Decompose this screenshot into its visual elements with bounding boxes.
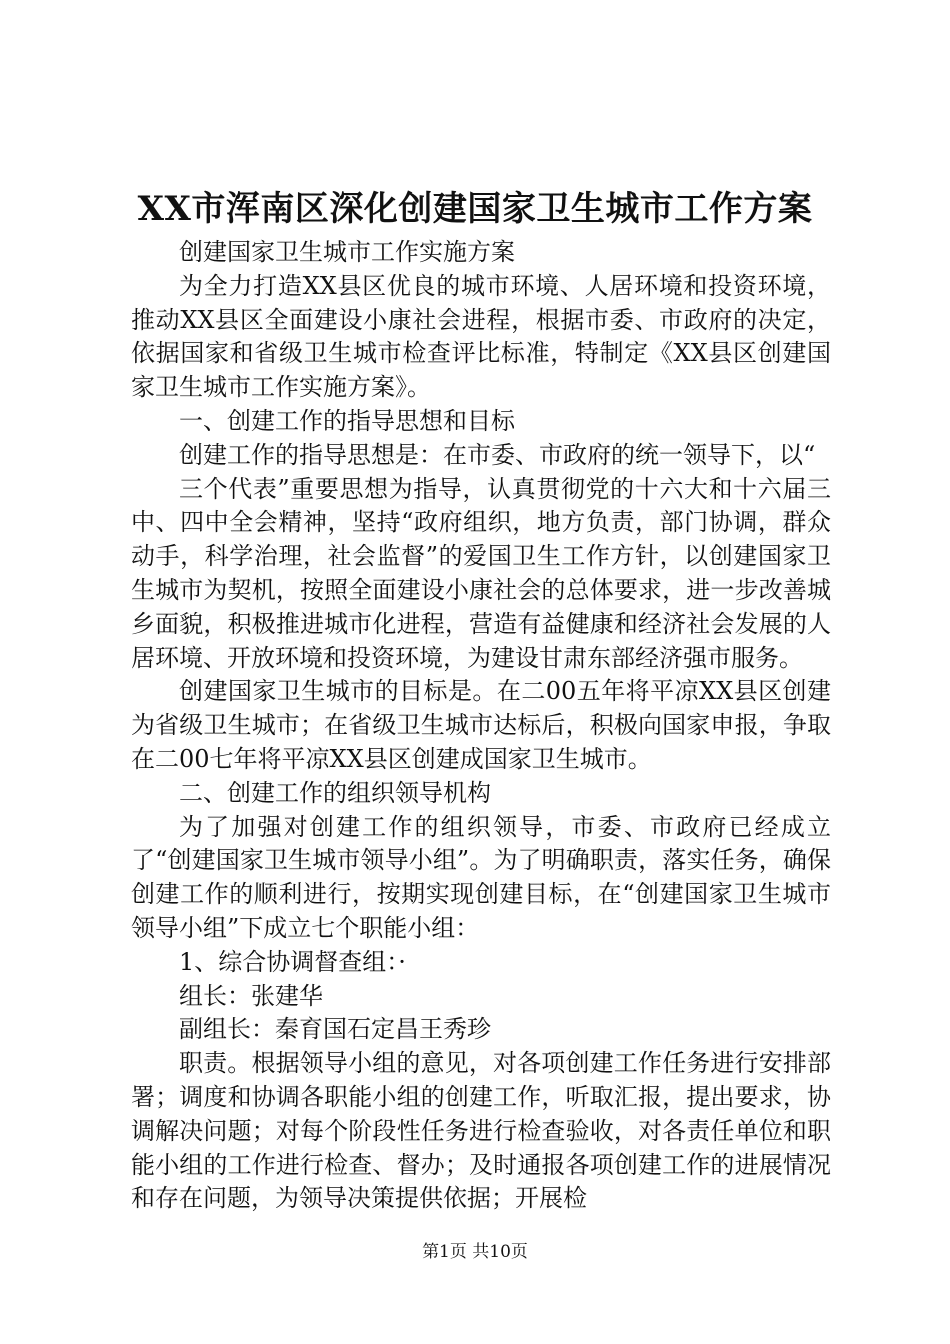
paragraph-goal: 创建国家卫生城市的目标是。在二00五年将平凉XX县区创建为省级卫生城市；在省级卫生城市达标后，积极向国家申报，争取在二00七年将平凉XX县区创建成国家卫生城市。: [131, 677, 831, 773]
document-title: XX市浑南区深化创建国家卫生城市工作方案: [137, 189, 813, 229]
section-heading-2: 二、创建工作的组织领导机构: [179, 778, 491, 807]
paragraph-duties: 职责。根据领导小组的意见，对各项创建工作任务进行安排部署；调度和协调各职能小组的创建工作，听取汇报，提出要求，协调解决问题；对每个阶段性任务进行检查验收，对各责任单位和职能小组的工作进行检查、督办；及时通报各项创建工作的进展情况和存在问题，为领导决策提供依据；开展检: [131, 1049, 831, 1213]
document-body: [131, 236, 831, 1216]
paragraph-group-leader: 组长：张建华: [179, 981, 323, 1010]
paragraph-organization: 为了加强对创建工作的组织领导，市委、市政府已经成立了“创建国家卫生城市领导小组”。为了明确职责，落实任务，确保创建工作的顺利进行，按期实现创建目标，在“创建国家卫生城市领导小组”下成立七个职能小组：: [131, 812, 831, 942]
page-number-footer: 第1页 共10页: [422, 1242, 528, 1262]
paragraph-intro: 为全力打造XX县区优良的城市环境、人居环境和投资环境，推动XX县区全面建设小康社会进程，根据市委、市政府的决定，依据国家和省级卫生城市检查评比标准，特制定《XX县区创建国家卫生城市工作实施方案》。: [131, 271, 831, 402]
section-heading-1: 一、创建工作的指导思想和目标: [179, 406, 515, 435]
list-item-group-1: 1、综合协调督查组：·: [179, 947, 406, 976]
paragraph-guiding-thought-cont: 三个代表”重要思想为指导，认真贯彻党的十六大和十六届三中、四中全会精神，坚持“政府组织，地方负责，部门协调，群众动手，科学治理，社会监督”的爱国卫生工作方针，以创建国家卫生城市为契机，按照全面建设小康社会的总体要求，进一步改善城乡面貌，积极推进城市化进程，营造有益健康和经济社会发展的人居环境、开放环境和投资环境，为建设甘肃东部经济强市服务。: [131, 474, 831, 672]
paragraph-deputy-leaders: 副组长：秦育国石定昌王秀珍: [179, 1015, 491, 1044]
paragraph-guiding-thought: 创建工作的指导思想是：在市委、市政府的统一领导下，以“: [179, 440, 816, 469]
paragraph-subtitle: 创建国家卫生城市工作实施方案: [179, 238, 515, 266]
